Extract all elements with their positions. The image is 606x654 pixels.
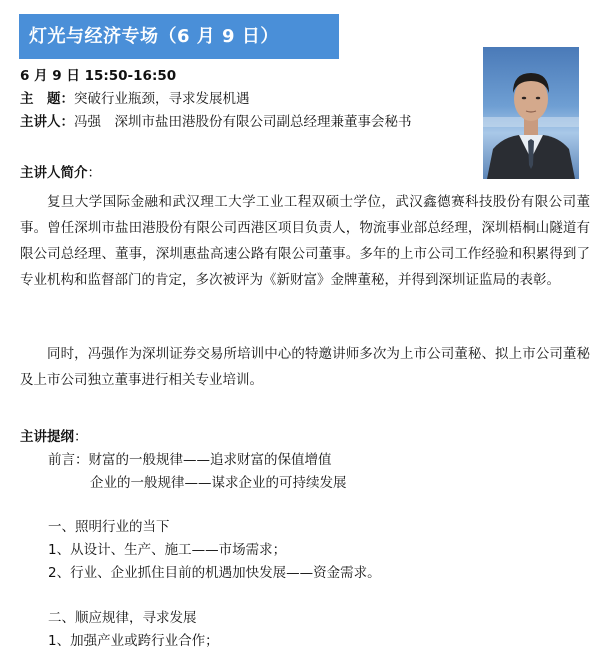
topic-label: 主 题： xyxy=(20,91,74,107)
speaker-value: 冯强 深圳市盐田港股份有限公司副总经理兼董事会秘书 xyxy=(74,114,412,130)
outline-section-1-item-2: 2、行业、企业抓住目前的机遇加快发展——资金需求。 xyxy=(48,565,381,581)
session-speaker xyxy=(20,112,412,132)
banner-title: 灯光与经济专场（6 月 9 日） xyxy=(29,26,279,47)
outline-section-2-title: 二、顺应规律，寻求发展 xyxy=(48,610,197,626)
bio-heading-text: 主讲人简介 xyxy=(20,165,88,181)
outline-heading xyxy=(20,427,88,447)
bio-heading-suffix: ： xyxy=(87,165,101,181)
outline-section-1-item-1: 1、从设计、生产、施工——市场需求； xyxy=(48,542,287,558)
outline-preface-1: 前言：财富的一般规律——追求财富的保值增值 xyxy=(48,452,332,468)
session-banner xyxy=(19,14,339,59)
session-topic xyxy=(20,89,250,109)
session-datetime: 6 月 9 日 15:50-16:50 xyxy=(20,68,177,84)
topic-value: 突破行业瓶颈，寻求发展机遇 xyxy=(74,91,250,107)
outline-section-1-title: 一、照明行业的当下 xyxy=(48,519,170,535)
bio-paragraph-2: 同时，冯强作为深圳证券交易所培训中心的特邀讲师多次为上市公司董秘、拟上市公司董秘及上市公司独立董事进行相关专业培训。 xyxy=(20,346,590,388)
outline-section-2-item-1: 1、加强产业或跨行业合作； xyxy=(48,633,219,649)
outline-heading-suffix: ： xyxy=(74,429,88,445)
outline-preface-2: 企业的一般规律——谋求企业的可持续发展 xyxy=(90,475,347,491)
speaker-label: 主讲人： xyxy=(20,114,74,130)
speaker-photo xyxy=(483,47,579,179)
outline-heading-text: 主讲提纲 xyxy=(20,429,74,445)
bio-heading xyxy=(20,163,101,183)
bio-paragraph-1: 复旦大学国际金融和武汉理工大学工业工程双硕士学位，武汉鑫德赛科技股份有限公司董事。曾任深圳市盐田港股份有限公司西港区项目负责人，物流事业部总经理，深圳梧桐山隧道有限公司总经理、董事，深圳惠盐高速公路有限公司董事。多年的上市公司工作经验和积累得到了专业机构和监督部门的肯定，多次被评为《新财富》金牌董秘，并得到深圳证监局的表彰。 xyxy=(20,194,590,288)
